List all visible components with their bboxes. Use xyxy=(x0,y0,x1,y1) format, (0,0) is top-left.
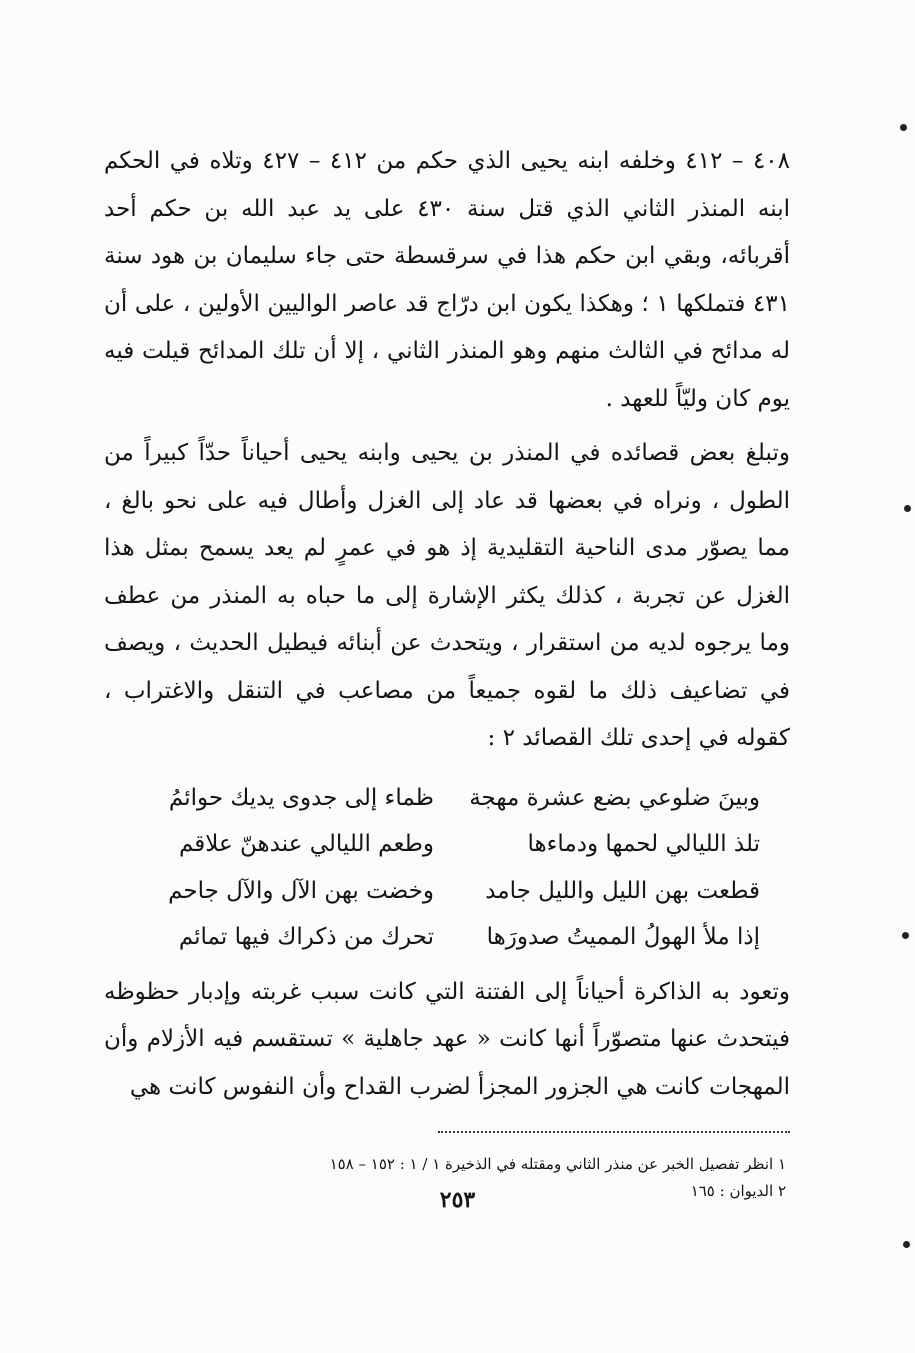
paragraph-3: وتعود به الذاكرة أحياناً إلى الفتنة التي كانت سبب غربته وإدبار حظوظه فيتحدث عنها متصوّراً أنها كانت « عهد جاهلية » تستقسم فيه الأزلام وأن المهجات كانت هي الجزور المجزأ لضرب القداح وأن النفوس كانت هي xyxy=(104,978,790,1100)
verse-first-hemistich: وبينَ ضلوعي بضع عشرة مهجة xyxy=(469,784,760,811)
scan-speck-2 xyxy=(904,505,911,512)
poem-verse-4 xyxy=(134,914,760,961)
scan-speck-3 xyxy=(902,932,909,939)
verse-second-hemistich: ظماء إلى جدوى يديك حوائمُ xyxy=(168,784,434,811)
verse-first-hemistich: تلذ الليالي لحمها ودماءها xyxy=(527,831,760,857)
scan-speck-1 xyxy=(900,124,907,131)
page-number: ٢٥٣ xyxy=(439,1187,476,1213)
verse-first-hemistich: إذا ملأ الهولُ المميتُ صدورَها xyxy=(486,924,760,950)
scan-speck-4 xyxy=(903,1241,910,1248)
verse-first-hemistich: قطعت بهن الليل والليل جامد xyxy=(485,877,760,904)
page-body xyxy=(104,138,790,1205)
paragraph-1: ٤٠٨ – ٤١٢ وخلفه ابنه يحيى الذي حكم من ٤١٢ – ٤٢٧ وتلاه في الحكم ابنه المنذر الثاني الذي قتل سنة ٤٣٠ على يد عبد الله بن حكم أحد أقربائه، وبقي ابن حكم هذا في سرقسطة حتى جاء سليمان بن هود سنة ٤٣١ فتملكها ١ ؛ وهكذا يكون ابن درّاج قد عاصر الواليين الأولين ، على أن له مدائح في الثالث منهم وهو المنذر الثاني ، إلا أن تلك المدائح قيلت فيه يوم كان وليّاً للعهد . xyxy=(104,148,791,412)
verse-second-hemistich: وخضت بهن الآل والآل جاحم xyxy=(168,877,434,904)
footnote-2: ٢ الديوان : ١٦٥ xyxy=(690,1182,786,1200)
poem-block xyxy=(104,775,790,961)
footnote-divider xyxy=(438,1131,790,1133)
poem-verse-3 xyxy=(134,868,760,915)
verse-second-hemistich: تحرك من ذكراك فيها تمائم xyxy=(178,924,434,950)
footnote-1: ١ انظر تفصيل الخبر عن منذر الثاني ومقتله في الذخيرة ١ / ١ : ١٥٢ – ١٥٨ xyxy=(329,1155,786,1173)
poem-verse-2 xyxy=(134,821,760,868)
paragraph-2: وتبلغ بعض قصائده في المنذر بن يحيى وابنه يحيى أحياناً حدّاً كبيراً من الطول ، ونراه في بعضها قد عاد إلى الغزل وأطال فيه على نحو بالغ ، مما يصوّر مدى الناحية التقليدية إذ هو في عمرٍ لم يعد يسمح بمثل هذا الغزل عن تجربة ، كذلك يكثر الإشارة إلى ما حباه به المنذر من عطف وما يرجوه لديه من استقرار ، ويتحدث عن أبنائه فيطيل الحديث ، ويصف في تضاعيف ذلك ما لقوه جميعاً من مصاعب في التنقل والاغتراب ، كقوله في إحدى تلك القصائد ٢ : xyxy=(104,440,790,751)
poem-verse-1 xyxy=(134,775,760,822)
verse-second-hemistich: وطعم الليالي عندهنّ علاقم xyxy=(178,831,434,857)
